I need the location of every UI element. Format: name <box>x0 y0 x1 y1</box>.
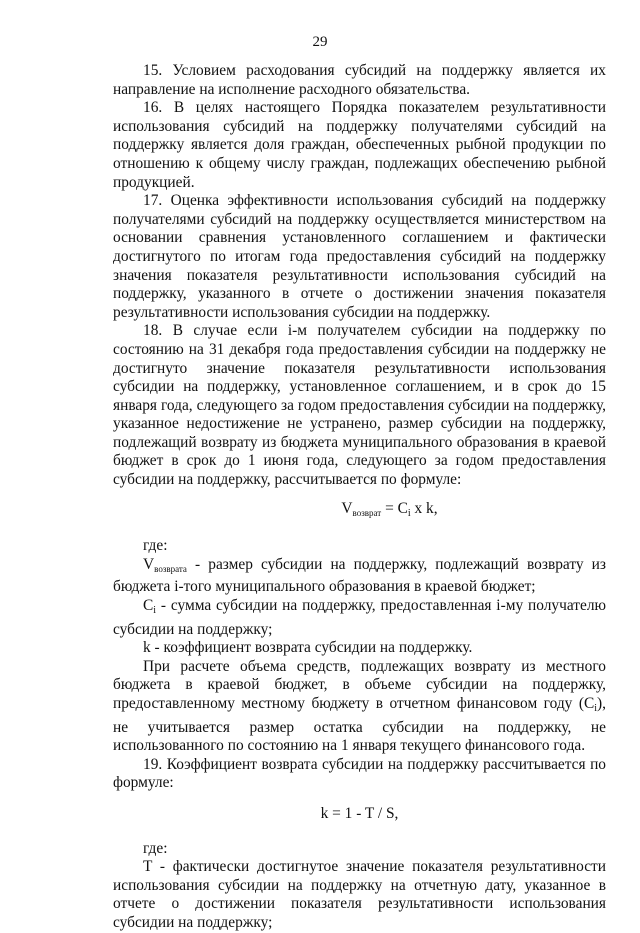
definition-t: T - фактически достигнутое значение показателя результативности использования субсидии на поддержку на отчетную дату, указанное в отчете о достижении показателя результативности использования субсидии на поддержку; <box>113 858 606 931</box>
def-c-subscript: i <box>153 605 157 617</box>
paragraph-18: 18. В случае если i-м получателем субсидии на поддержку по состоянию на 31 декабря года предоставления субсидии на поддержку не достигнуто значение показателя результативности использования субсидии на поддержку, установленное соглашением, и в срок до 15 января года, следующего за годом предоставления субсидии на поддержку, указанное недостижение не устранено, размер субсидии на поддержку, подлежащий возврату из бюджета муниципального образования в краевой бюджет в срок до 1 июня года, следующего за годом предоставления субсидии на поддержку, рассчитывается по формуле: <box>113 322 606 489</box>
formula-equals-c: = C <box>381 499 408 517</box>
calc-text-b: ), не учитывается размер остатка субсидии на поддержку, не использованного по состоянию на 1 января текущего финансового года. <box>113 695 606 755</box>
definition-v <box>113 556 606 597</box>
def-v-text: - размер субсидии на поддержку, подлежащий возврату из бюджета i-того муниципального образования в краевой бюджет; <box>113 555 606 596</box>
formula-tail: x k, <box>410 499 438 517</box>
definition-k: k - коэффициент возврата субсидии на поддержку. <box>143 639 473 657</box>
where-label-2: где: <box>143 839 168 857</box>
formula-v: V <box>341 499 353 517</box>
def-v-symbol: V <box>143 555 155 573</box>
formula-return-coefficient: k = 1 - T / S, <box>320 804 399 822</box>
def-c-symbol: C <box>143 597 154 615</box>
def-c-text: - сумма субсидии на поддержку, предоставленная i-му получателю субсидии на поддержку; <box>113 597 606 638</box>
where-label-1: где: <box>143 537 168 555</box>
paragraph-15: 15. Условием расходования субсидий на поддержку является их направление на исполнение расходного обязательства. <box>113 62 606 98</box>
paragraph-calculation <box>113 658 606 756</box>
paragraph-19: 19. Коэффициент возврата субсидии на поддержку рассчитывается по формуле: <box>113 755 606 792</box>
calc-c-subscript: i <box>594 703 598 714</box>
formula-v-subscript: возврат <box>352 507 382 518</box>
formula-return-amount <box>113 500 606 524</box>
document-body <box>113 62 606 933</box>
definition-c <box>113 597 606 639</box>
calc-text-a: При расчете объема средств, подлежащих возврату из местного бюджета в краевой бюджет, в объеме субсидии на поддержку, предоставленному местному бюджету в отчетном финансовом году (C <box>113 657 606 712</box>
page-number: 29 <box>312 34 328 50</box>
paragraph-16: 16. В целях настоящего Порядка показателем результативности использования субсидий на поддержку получателями субсидий на поддержку является доля граждан, обеспеченных рыбной продукции по отношению к общему числу граждан, подлежащих обеспечению рыбной продукцией. <box>113 99 606 191</box>
paragraph-17: 17. Оценка эффективности использования субсидий на поддержку получателями субсидий на поддержку осуществляется министерством на основании сравнения установленного соглашением и фактически достигнутого по итогам года предоставления субсидий на поддержку значения показателя результативности использования субсидий на поддержку, указанного в отчете о достижении значения показателя результативности использования субсидии на поддержку. <box>113 192 606 321</box>
def-v-subscript: возврата <box>154 563 187 574</box>
formula-c-subscript: i <box>407 507 411 519</box>
